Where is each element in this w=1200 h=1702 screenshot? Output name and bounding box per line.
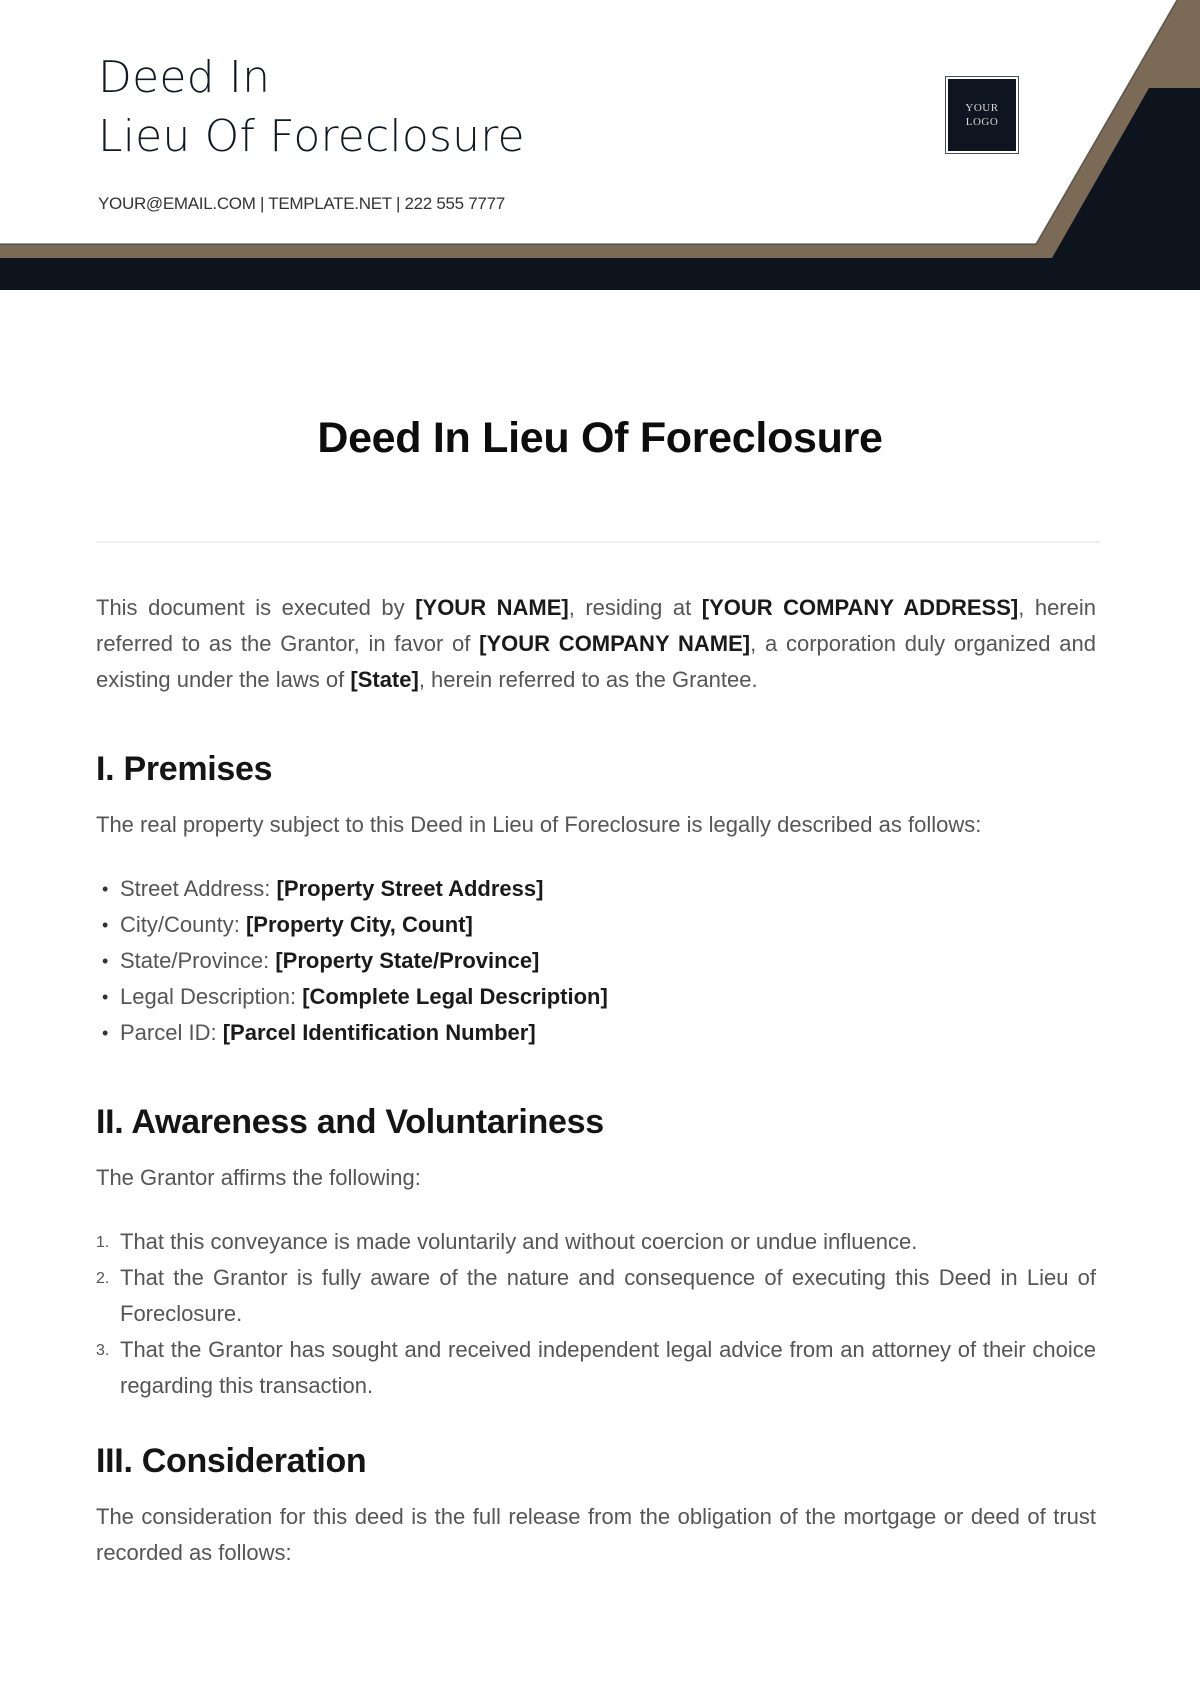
consideration-paragraph: The consideration for this deed is the full release from the obligation of the mortgage or deed of trust recorded as follows:: [96, 1504, 1096, 1565]
document-title: Deed In Lieu Of Foreclosure: [317, 414, 883, 462]
item-number: 2.: [96, 1270, 110, 1287]
list-item-street-address: [96, 871, 1096, 907]
brand-title-line1: Deed In: [98, 52, 271, 103]
logo-text-line2: LOGO: [965, 116, 999, 128]
item-label: Street Address:: [120, 876, 277, 901]
item-text: That this conveyance is made voluntarily and without coercion or undue influence.: [120, 1229, 918, 1254]
list-item-city-county: [96, 907, 1096, 943]
awareness-paragraph: The Grantor affirms the following:: [96, 1165, 421, 1190]
item-text: That the Grantor is fully aware of the nature and consequence of executing this Deed in Lieu of Foreclosure.: [120, 1265, 1096, 1326]
premises-paragraph: The real property subject to this Deed in Lieu of Foreclosure is legally described as follows:: [96, 812, 982, 837]
list-item-legal-description: [96, 979, 1096, 1015]
brand-title: [98, 48, 525, 166]
placeholder-company-address: [YOUR COMPANY ADDRESS]: [701, 595, 1019, 620]
affirmations-list: [96, 1224, 1096, 1404]
document-header: [0, 0, 1200, 290]
item-number: 3.: [96, 1342, 110, 1359]
section-heading-consideration: III. Consideration: [96, 1442, 367, 1480]
placeholder-company-name: [YOUR COMPANY NAME]: [479, 631, 751, 656]
intro-text: , residing at: [568, 595, 702, 620]
property-details-list: [96, 871, 1096, 1051]
placeholder-state: [State]: [350, 667, 419, 692]
item-text: That the Grantor has sought and received independent legal advice from an attorney of their choice regarding this transaction.: [120, 1337, 1096, 1398]
item-label: State/Province:: [120, 948, 276, 973]
list-item-affirmation-3: [96, 1332, 1096, 1404]
item-number: 1.: [96, 1234, 110, 1251]
intro-text: This document is executed by: [96, 595, 416, 620]
intro-text: , a corporation duly organized and existing under the laws of: [96, 631, 1096, 692]
item-label: City/County:: [120, 912, 246, 937]
item-value: [Complete Legal Description]: [302, 984, 608, 1009]
intro-text: , herein referred to as the Grantee.: [418, 667, 758, 692]
item-value: [Property Street Address]: [276, 876, 544, 901]
item-value: [Property City, Count]: [245, 912, 473, 937]
intro-text: , herein referred to as the Grantor, in favor of: [96, 595, 1096, 656]
list-item-state-province: [96, 943, 1096, 979]
item-label: Parcel ID:: [120, 1020, 223, 1045]
company-logo: [946, 77, 1018, 153]
item-value: [Parcel Identification Number]: [222, 1020, 536, 1045]
list-item-affirmation-1: [96, 1224, 1096, 1260]
title-divider: [96, 541, 1100, 543]
intro-paragraph: [96, 590, 1096, 698]
section-heading-premises: I. Premises: [96, 750, 273, 788]
list-item-affirmation-2: [96, 1260, 1096, 1332]
item-value: [Property State/Province]: [275, 948, 540, 973]
document-body: [96, 590, 1096, 1571]
item-label: Legal Description:: [120, 984, 303, 1009]
brand-title-line2: Lieu Of Foreclosure: [98, 111, 525, 162]
section-heading-awareness: II. Awareness and Voluntariness: [96, 1103, 604, 1141]
list-item-parcel-id: [96, 1015, 1096, 1051]
contact-info: YOUR@EMAIL.COM | TEMPLATE.NET | 222 555 7777: [98, 194, 505, 213]
placeholder-your-name: [YOUR NAME]: [415, 595, 569, 620]
logo-text-line1: YOUR: [965, 102, 999, 114]
